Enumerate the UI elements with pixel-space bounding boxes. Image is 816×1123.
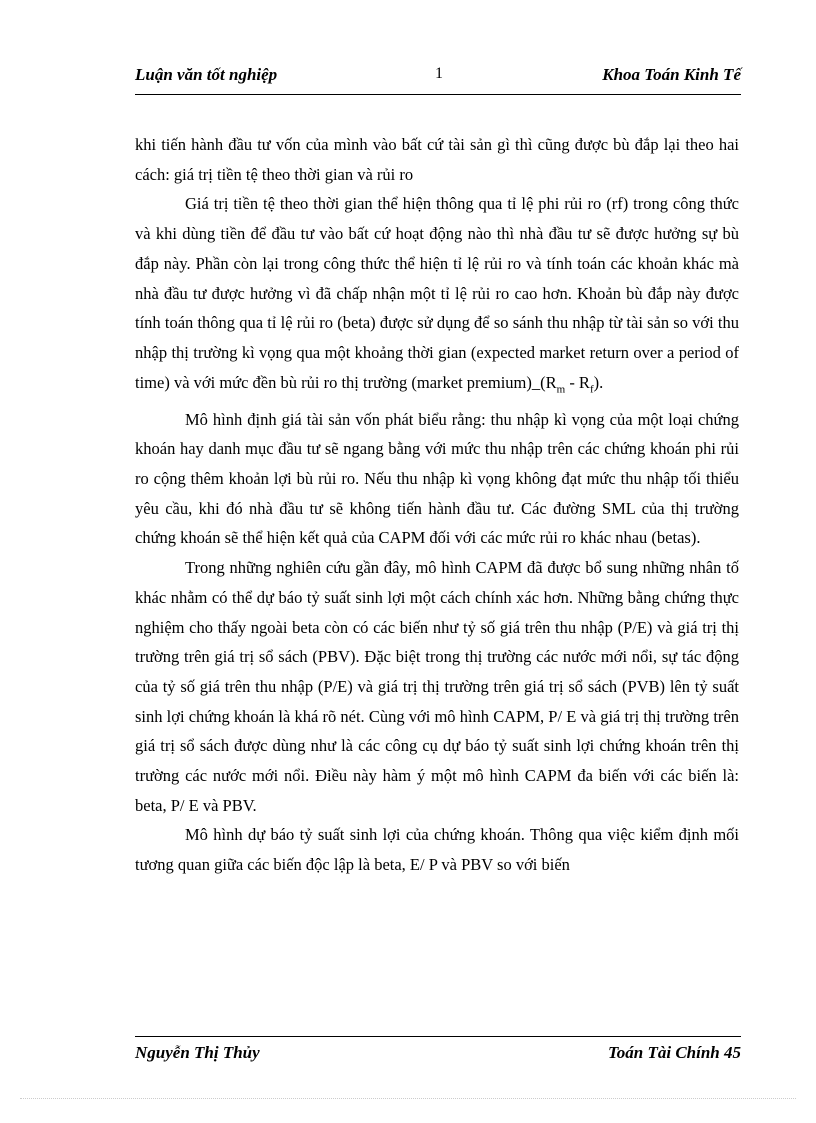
paragraph-2-text: Giá trị tiền tệ theo thời gian thể hiện thông qua tỉ lệ phi rủi ro (rf) trong công thức và khi dùng tiền để đầu tư vào bất cứ hoạt động nào thì nhà đầu tư sẽ được hưởng sự bù đắp này. Phần còn lại trong công thức thể hiện tỉ lệ rủi ro và tính toán các khoản khác mà nhà đầu tư được hưởng vì đã chấp nhận một tỉ lệ rủi ro cao hơn. Khoản bù đắp này được tính toán thông qua tỉ lệ rủi ro (beta) được sử dụng để so sánh thu nhập từ tài sản so với thu nhập thị trường kì vọng qua một khoảng thời gian (expected market return over a period of time) và với mức đền bù rủi ro thị trường (market premium)_(R xyxy=(135,194,739,392)
footer-class: Toán Tài Chính 45 xyxy=(607,1043,741,1062)
paragraph-4: Trong những nghiên cứu gần đây, mô hình CAPM đã được bổ sung những nhân tố khác nhằm có thể dự báo tỷ suất sinh lợi một cách chính xác hơn. Những bằng chứng thực nghiệm cho thấy ngoài beta còn có các biến như tỷ số giá trên thu nhập (P/E) và giá trị thị trường trên giá trị sổ sách (PBV). Đặc biệt trong thị trường các nước mới nổi, sự tác động của tỷ số giá trên thu nhập (P/E) và giá trị thị trường trên giá trị sổ sách (PVB) lên tỷ suất sinh lợi chứng khoán là khá rõ nét. Cùng với mô hình CAPM, P/ E và giá trị thị trường trên giá trị sổ sách được dùng như là các công cụ dự báo tỷ suất sinh lợi chứng khoán trên thị trường các nước mới nổi. Điều này hàm ý một mô hình CAPM đa biến với các biến là: beta, P/ E và PBV. xyxy=(135,558,739,815)
subscript-f: f xyxy=(589,382,594,395)
header-thesis-title: Luận văn tốt nghiệp xyxy=(135,65,278,84)
paragraph-5: Mô hình dự báo tỷ suất sinh lợi của chứng khoán. Thông qua việc kiểm định mối tương quan giữa các biến độc lập là beta, E/ P và PBV so với biến xyxy=(135,825,739,875)
paragraph-2-mid: - R xyxy=(565,372,590,392)
page-header xyxy=(135,60,741,95)
paragraph-3: Mô hình định giá tài sản vốn phát biểu rằng: thu nhập kì vọng của một loại chứng khoán hay danh mục đầu tư sẽ ngang bằng với mức thu nhập trên các chứng khoán phi rủi ro cộng thêm khoản lợi bù rủi ro. Nếu thu nhập kì vọng không đạt mức thu nhập tối thiểu yêu cầu, khi đó nhà đầu tư sẽ không tiến hành đầu tư. Các đường SML của thị trường chứng khoán sẽ thể hiện kết quả của CAPM đối với các mức rủi ro khác nhau (betas). xyxy=(135,409,739,548)
page-number: 1 xyxy=(435,65,443,82)
footer-author: Nguyễn Thị Thủy xyxy=(135,1043,260,1062)
subscript-m: m xyxy=(556,382,566,395)
header-faculty: Khoa Toán Kinh Tế xyxy=(602,65,741,84)
paragraph-2 xyxy=(135,189,739,404)
page-footer xyxy=(135,1036,741,1067)
document-body xyxy=(135,130,739,880)
page-edge-divider xyxy=(20,1098,796,1099)
paragraph-1: khi tiến hành đầu tư vốn của mình vào bất cứ tài sản gì thì cũng được bù đắp lại theo hai cách: giá trị tiền tệ theo thời gian và rủi ro xyxy=(135,135,739,184)
paragraph-2-end: ). xyxy=(593,372,604,392)
